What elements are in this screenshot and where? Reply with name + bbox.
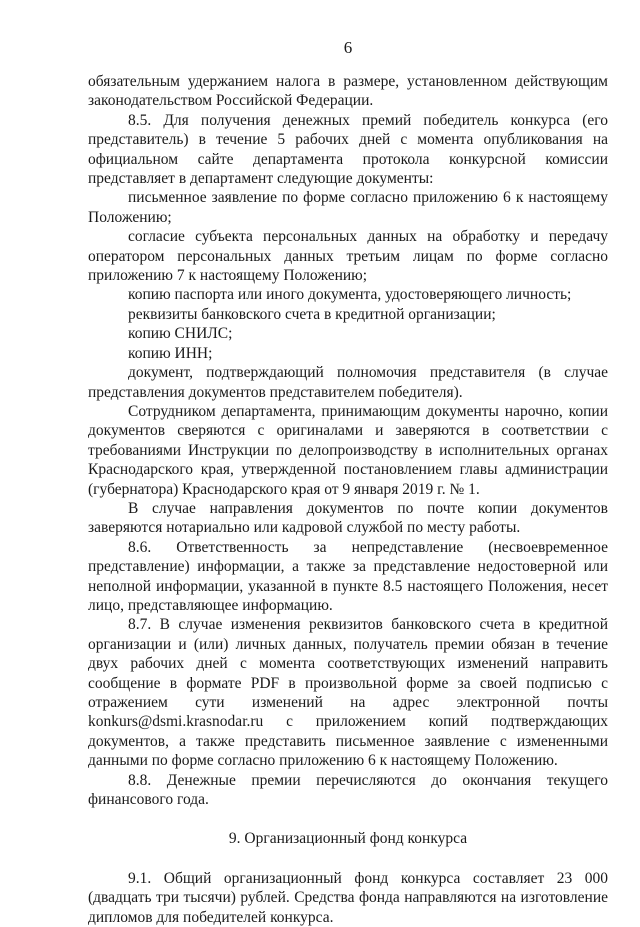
paragraph-8-7: 8.7. В случае изменения реквизитов банковского счета в кредитной организации и (или) личных данных, получатель премии обязан в течение двух рабочих дней с момента соответствующих изменений направить сообщение в формате PDF в произвольной форме за своей подписью с отражением сути изменений на адрес электронной почты konkurs@dsmi.krasnodar.ru с приложением копий подтверждающих документов, а также представить письменное заявление с измененными данными по форме согласно приложению 6 к настоящему Положению. xyxy=(88,616,608,770)
list-item-authority-document: документ, подтверждающий полномочия представителя (в случае представления документов представителем победителя). xyxy=(88,364,608,401)
list-item-passport: копию паспорта или иного документа, удостоверяющего личность; xyxy=(128,286,572,304)
list-item-bank-details: реквизиты банковского счета в кредитной организации; xyxy=(128,305,496,323)
paragraph-9-1: 9.1. Общий организационный фонд конкурса составляет 23 000 (двадцать три тысячи) рублей. Средства фонда направляются на изготовление дипломов для победителей конкурса. xyxy=(88,869,608,926)
list-item-application: письменное заявление по форме согласно приложению 6 к настоящему Положению; xyxy=(88,189,608,226)
list-item-inn: копию ИНН; xyxy=(128,344,213,362)
section-heading-9: 9. Организационный фонд конкурса xyxy=(228,830,468,848)
document-page xyxy=(88,38,608,927)
list-item-snils: копию СНИЛС; xyxy=(128,325,233,343)
page-number: 6 xyxy=(343,38,353,57)
paragraph-postal: В случае направления документов по почте копии документов заверяются нотариально или кадровой службой по месту работы. xyxy=(88,499,608,537)
paragraph-8-8: 8.8. Денежные премии перечисляются до окончания текущего финансового года. xyxy=(88,771,608,809)
paragraph-verification: Сотрудником департамента, принимающим документы нарочно, копии документов сверяются с оригиналами и заверяются в соответствии с требованиями Инструкции по делопроизводству в исполнительных органах Краснодарского края, утвержденной постановлением главы администрации (губернатора) Краснодарского края от 9 января 2019 г. № 1. xyxy=(88,402,608,498)
paragraph-continuation: обязательным удержанием налога в размере, установленном действующим законодательством Российской Федерации. xyxy=(88,73,608,110)
list-item-consent: согласие субъекта персональных данных на обработку и передачу оператором персональных данных третьим лицам по форме согласно приложению 7 к настоящему Положению; xyxy=(88,228,608,285)
paragraph-8-5: 8.5. Для получения денежных премий победитель конкурса (его представитель) в течение 5 рабочих дней с момента опубликования на официальном сайте департамента протокола конкурсной комиссии представляет в департамент следующие документы: xyxy=(88,111,608,188)
paragraph-8-6: 8.6. Ответственность за непредставление (несвоевременное представление) информации, а также за представление недостоверной или неполной информации, указанной в пункте 8.5 настоящего Положения, несет лицо, представляющее информацию. xyxy=(88,538,608,614)
